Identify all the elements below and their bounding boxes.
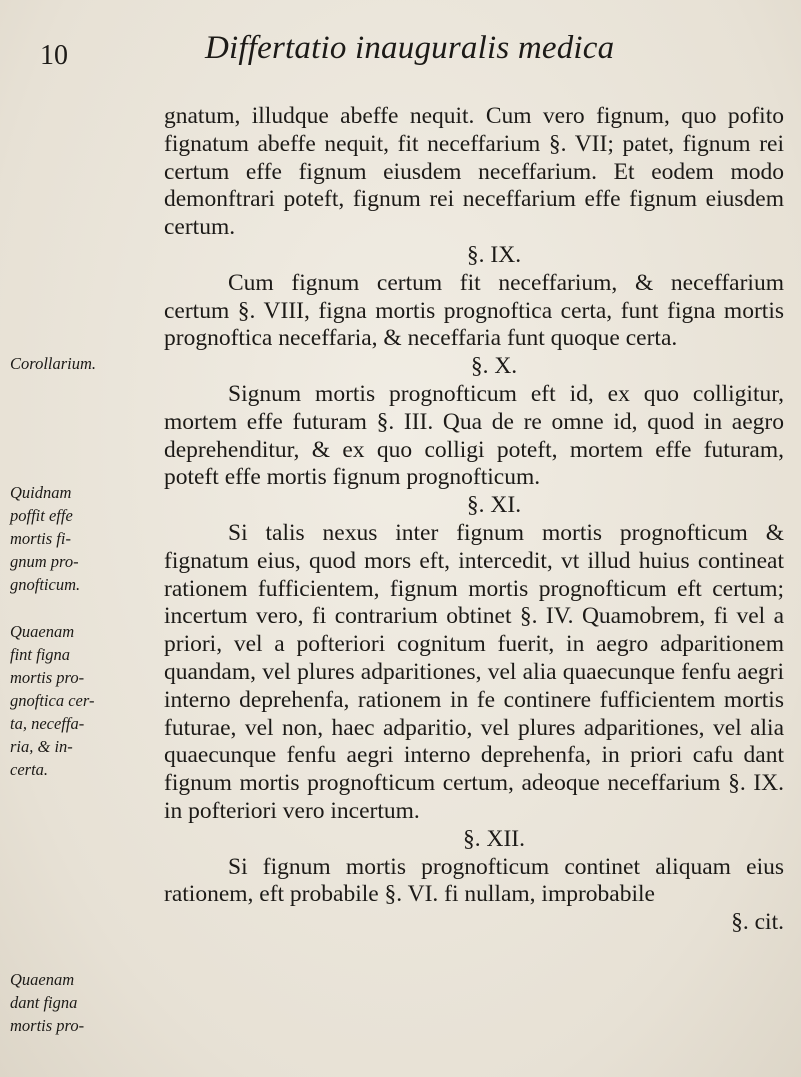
- paragraph-continuation: gnatum, illudque abeffe nequit. Cum vero fignum, quo pofito fignatum abeffe nequit, fit neceffarium §. VII; patet, fignum rei certum effe fignum eiusdem neceffarium. Et eodem modo demonftrari poteft, fignum rei neceffarium effe fignum eiusdem certum.: [164, 103, 784, 241]
- page-header: [0, 16, 801, 76]
- paragraph-section-11: Si talis nexus inter fignum mortis prognofticum & fignatum eius, quod mors eft, intercedit, vt illud huius contineat rationem fufficientem, fignum mortis prognofticum eft certum; incertum vero, fi contrarium obtinet §. IV. Quamobrem, fi vel a priori, vel a pofteriori cognitum fuerit, in aegro adparitionem quandam, vel plures adparitiones, vel alia quaecunque fenfu aegri interno deprehenfa, rationem in fe continere fufficientem mortis futurae, vel non, haec adparitio, vel plures adparitiones, vel alia quaecunque fenfu aegri interno deprehenfa, in priori cafu dant fignum mortis prognofticum certum, adeoque neceffarium §. IX. in pofteriori vero incertum.: [164, 519, 784, 824]
- page-number: 10: [40, 40, 68, 71]
- paragraph-section-9: Cum fignum certum fit neceffarium, & neceffarium certum §. VIII, figna mortis prognoftica certa, funt figna mortis prognoftica neceffaria, & neceffaria funt quoque certa.: [164, 269, 784, 352]
- section-heading-9: §. IX.: [466, 241, 522, 268]
- paragraph-section-10: Signum mortis prognofticum eft id, ex quo colligitur, mortem effe futuram §. III. Qua de re omne id, quod in aegro deprehenditur, & ex quo colligi poteft, mortem effe futuram, poteft effe mortis fignum prognofticum.: [164, 380, 784, 491]
- paragraph-section-12: Si fignum mortis prognofticum continet aliquam eius rationem, eft probabile §. VI. fi nullam, improbabile: [164, 853, 784, 908]
- section-heading-10: §. X.: [470, 353, 518, 380]
- body-text: [164, 103, 784, 937]
- margin-note-corollarium: Corollarium.: [10, 354, 97, 373]
- margin-note-quidnam: Quidnam poffit effe mortis fi- gnum pro- gnofticum.: [10, 483, 81, 594]
- margin-note-quaenam-sint: Quaenam fint figna mortis pro- gnoftica cer- ta, neceffa- ria, & in- certa.: [10, 622, 95, 779]
- margin-note-quaenam-dant: Quaenam dant figna mortis pro-: [10, 970, 85, 1035]
- section-heading-12: §. XII.: [463, 825, 525, 852]
- catchword: §. cit.: [731, 909, 784, 936]
- running-head: Differtatio inauguralis medica: [205, 30, 615, 66]
- section-heading-11: §. XI.: [466, 492, 522, 519]
